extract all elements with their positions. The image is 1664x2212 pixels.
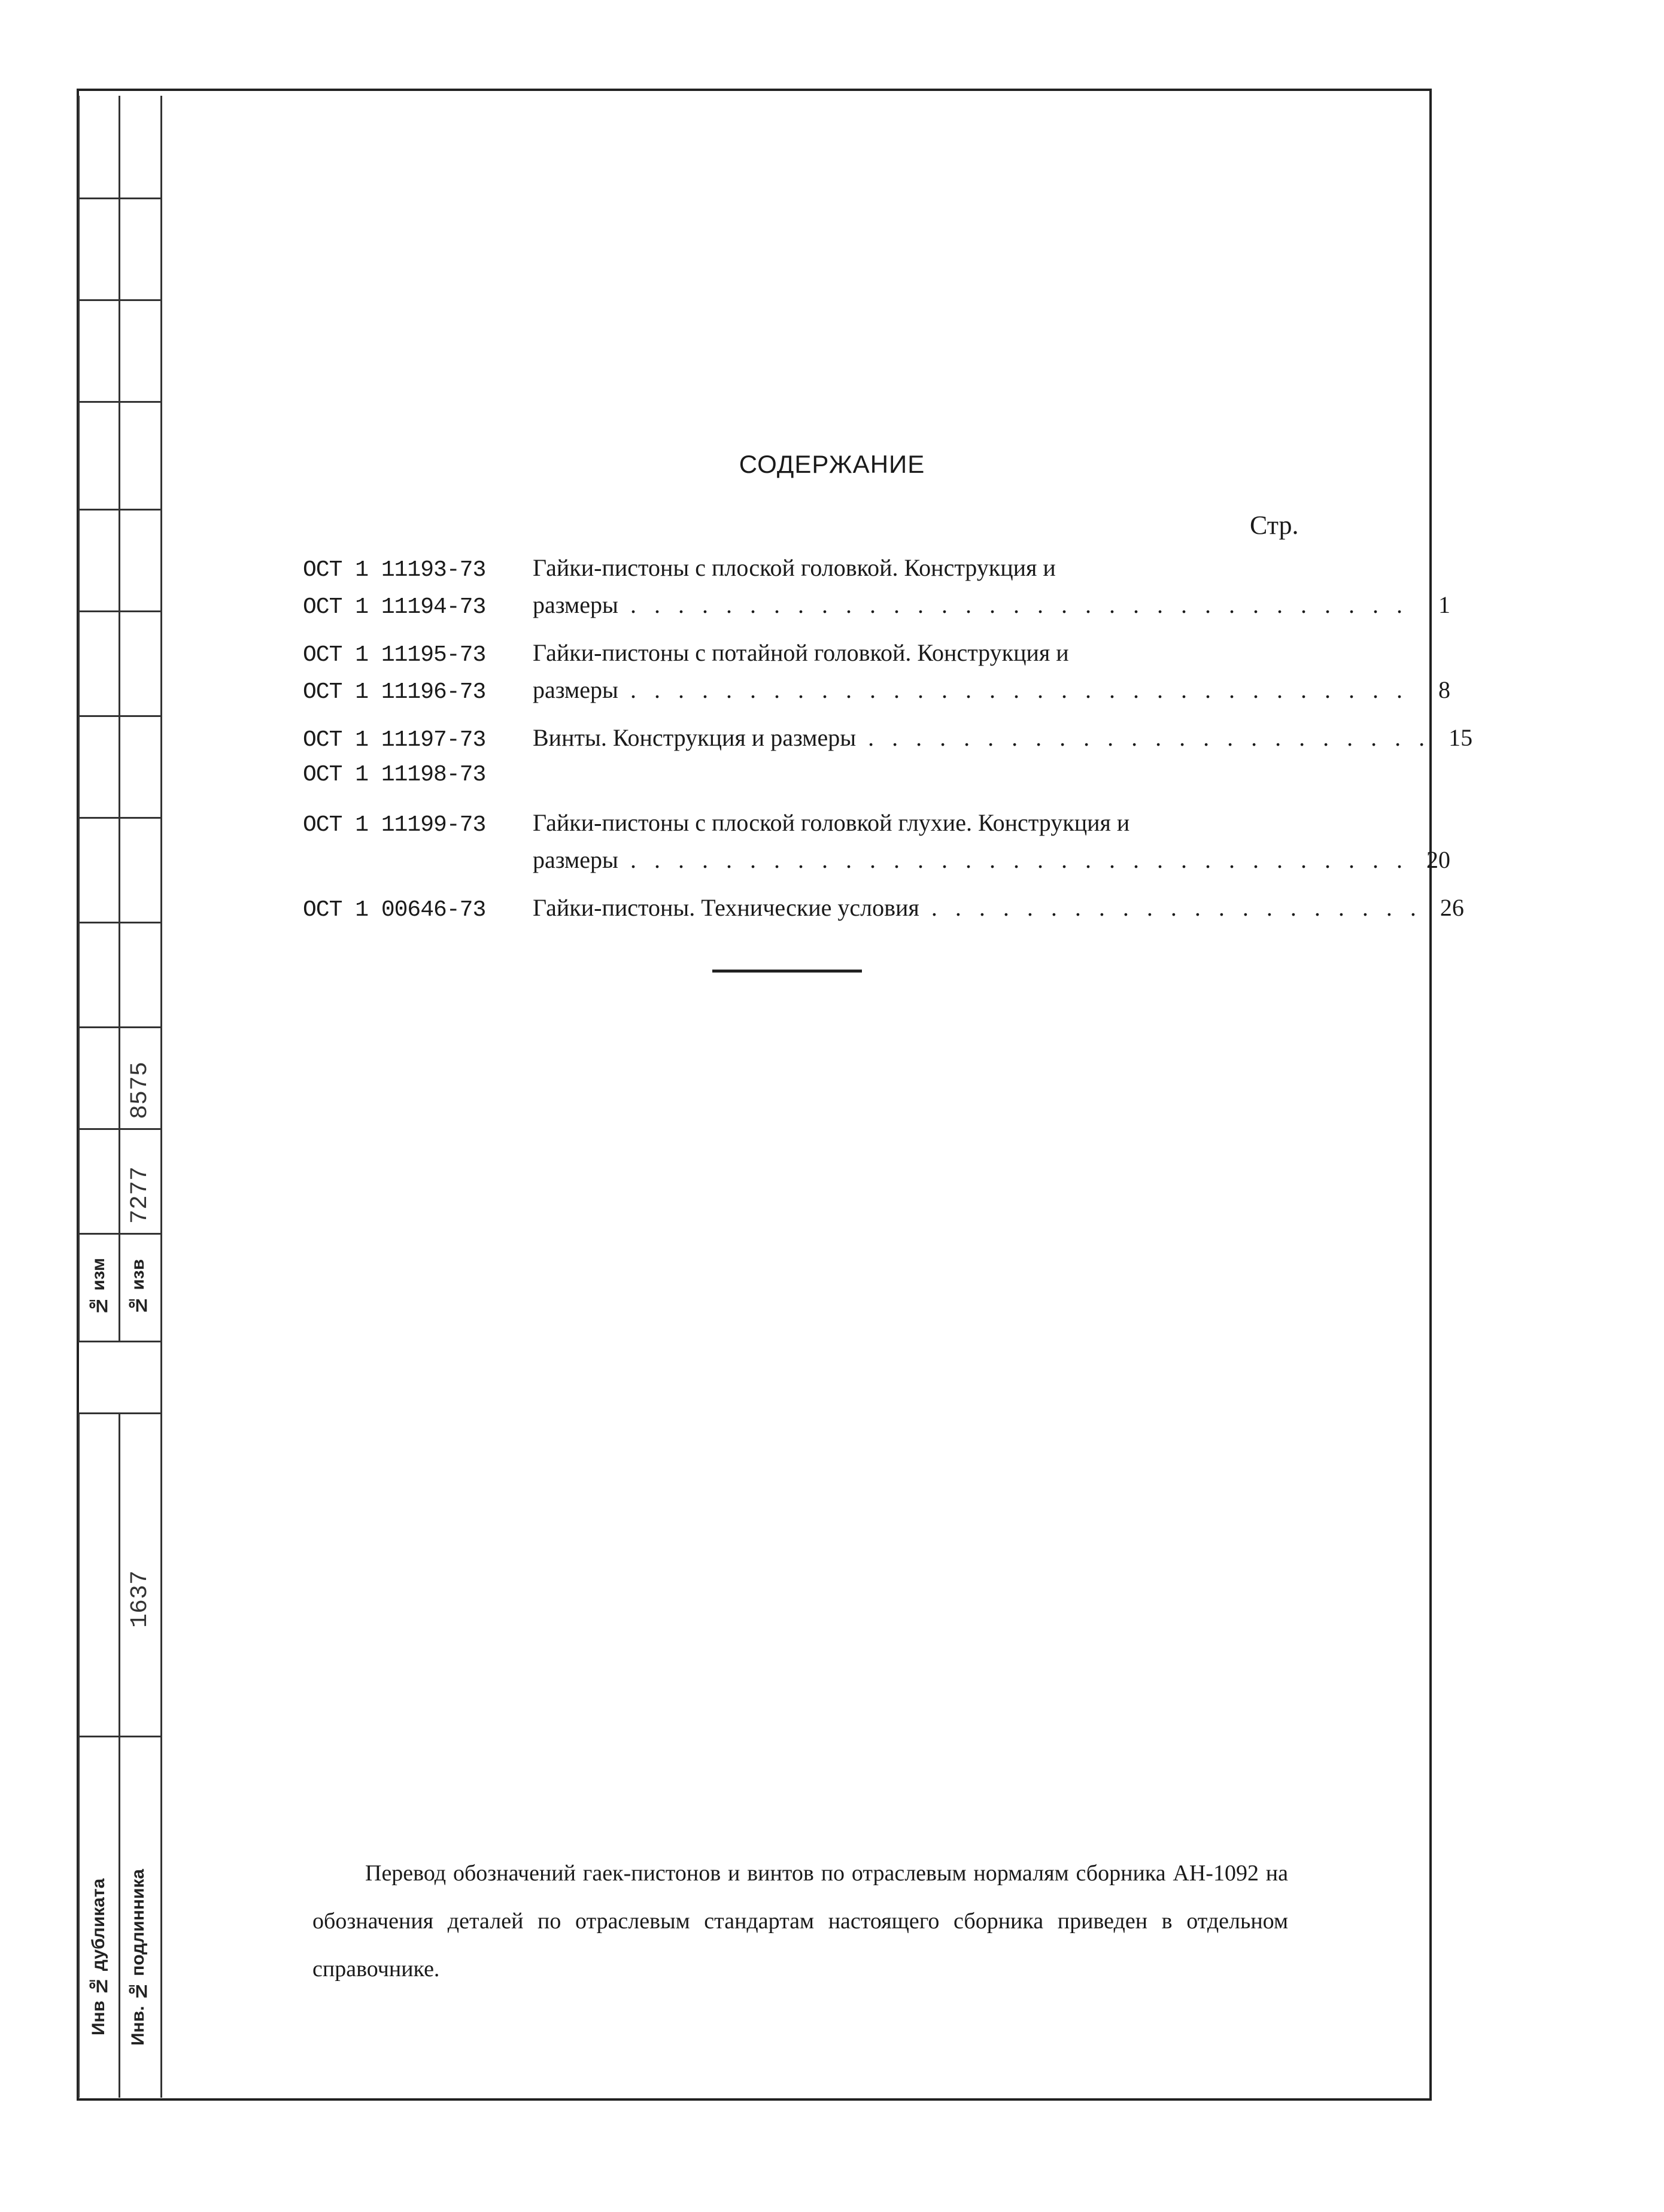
stamp-cell-divider xyxy=(78,922,162,923)
toc-line xyxy=(303,756,1314,794)
toc-line xyxy=(303,587,1450,624)
footnote-paragraph xyxy=(312,1849,1288,1993)
stamp-cell-divider xyxy=(78,1736,162,1737)
stamp-cell-divider xyxy=(78,817,162,819)
stamp-value-8575: 8575 xyxy=(127,1061,154,1119)
leader-dots: . . . . . . . . . . . . . . . . . . . . . . . . . . . . . . . . . xyxy=(618,591,1408,618)
stamp-label-num-izv: № изв xyxy=(128,1259,148,1315)
toc-text: Винты. Конструкция и размеры xyxy=(533,724,857,751)
toc-code: ОСТ 1 11197-73 xyxy=(303,727,486,753)
section-divider xyxy=(712,970,862,973)
stamp-cell-divider xyxy=(78,1026,162,1028)
stamp-label-num-izm: № изм xyxy=(89,1257,108,1316)
stamp-mid-line-lower xyxy=(119,1412,120,2098)
stamp-value-1637: 1637 xyxy=(127,1570,154,1628)
toc-text: Гайки-пистоны с плоской головкой. Конструкция и xyxy=(533,554,1056,581)
stamp-mid-line xyxy=(119,96,120,1341)
toc-page: 15 xyxy=(1449,724,1473,751)
toc-code: ОСТ 1 11195-73 xyxy=(303,642,486,668)
leader-dots: . . . . . . . . . . . . . . . . . . . . . . . . . . . . . . . . . xyxy=(618,676,1408,703)
stamp-cell-divider xyxy=(78,198,162,199)
toc-line xyxy=(303,672,1450,709)
toc-page: 1 xyxy=(1438,591,1450,618)
footnote-text: Перевод обозначений гаек-пистонов и винтов по отраслевым нормалям сборника АН-1092 на обозначения деталей по отраслевым стандартам настоящего сборника приведен в отдельном справочнике. xyxy=(312,1861,1288,1982)
toc-text-with-leader xyxy=(533,672,1408,709)
toc-line xyxy=(303,804,1314,841)
stamp-border xyxy=(160,96,162,2098)
page-column-header: Стр. xyxy=(1250,511,1299,540)
stamp-cell-divider xyxy=(78,299,162,301)
toc-page: 20 xyxy=(1426,846,1450,873)
toc-entry[interactable] xyxy=(303,889,1464,926)
toc-code: ОСТ 1 11194-73 xyxy=(303,594,486,620)
toc-code: ОСТ 1 11198-73 xyxy=(303,762,486,788)
toc-code: ОСТ 1 11193-73 xyxy=(303,557,486,583)
toc-code: ОСТ 1 11196-73 xyxy=(303,679,486,705)
stamp-cell-divider xyxy=(78,1341,162,1342)
toc-entry[interactable] xyxy=(303,804,1450,879)
toc-text: Гайки-пистоны с потайной головкой. Конструкция и xyxy=(533,639,1069,666)
leader-dots: . . . . . . . . . . . . . . . . . . . . . . . . xyxy=(856,724,1431,751)
toc-code: ОСТ 1 00646-73 xyxy=(303,897,486,923)
stamp-cell-divider xyxy=(78,610,162,612)
toc-text: Гайки-пистоны с плоской головкой глухие. Конструкция и xyxy=(533,809,1130,836)
toc-entry[interactable] xyxy=(303,549,1450,624)
toc-page: 8 xyxy=(1438,676,1450,703)
toc-line xyxy=(303,634,1314,672)
toc-text-with-leader xyxy=(533,719,1431,756)
stamp-cell-divider xyxy=(78,1233,162,1235)
toc-text: размеры xyxy=(533,846,618,873)
toc-line xyxy=(303,719,1473,756)
toc-code: ОСТ 1 11199-73 xyxy=(303,812,486,838)
page-title: СОДЕРЖАНИЕ xyxy=(739,450,925,478)
stamp-label-inv-podlinnika: Инв. № подлинника xyxy=(128,1868,148,2046)
page-frame xyxy=(77,89,1432,2101)
leader-dots: . . . . . . . . . . . . . . . . . . . . . . . . . . . . . . . . . xyxy=(618,846,1408,873)
toc-text-with-leader xyxy=(533,889,1422,926)
toc-text: размеры xyxy=(533,676,618,703)
toc-text-with-leader xyxy=(533,841,1408,879)
toc-entry[interactable] xyxy=(303,719,1473,794)
toc-entry[interactable] xyxy=(303,634,1450,709)
leader-dots: . . . . . . . . . . . . . . . . . . . . . xyxy=(919,894,1422,921)
toc-line xyxy=(303,841,1450,879)
stamp-cell-divider xyxy=(78,1412,162,1414)
toc-text: размеры xyxy=(533,591,618,618)
stamp-cell-divider xyxy=(78,715,162,717)
stamp-cell-divider xyxy=(78,509,162,511)
stamp-value-7277: 7277 xyxy=(127,1166,154,1224)
toc-line xyxy=(303,889,1464,926)
stamp-outer-line xyxy=(78,96,80,1341)
stamp-outer-line-lower xyxy=(78,1412,80,2098)
toc-text: Гайки-пистоны. Технические условия xyxy=(533,894,919,921)
stamp-cell-divider xyxy=(78,401,162,403)
toc-line xyxy=(303,549,1314,587)
toc-page: 26 xyxy=(1440,894,1464,921)
toc-text-with-leader xyxy=(533,587,1408,624)
stamp-label-inv-dublikata: Инв № дубликата xyxy=(89,1878,108,2036)
table-of-contents xyxy=(303,549,1473,937)
stamp-cell-divider xyxy=(78,1128,162,1130)
